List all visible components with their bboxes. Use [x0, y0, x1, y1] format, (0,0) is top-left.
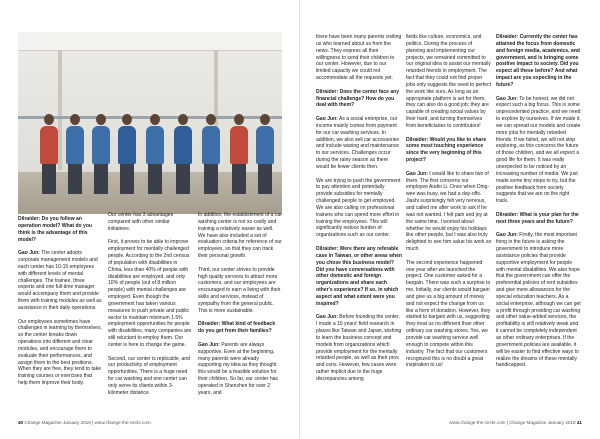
footer-text: www.change-the-circle.com | Change Magazine January 2019 [449, 420, 576, 425]
speaker-label: Dilraider: [406, 136, 429, 143]
interview-question [198, 321, 282, 335]
interview-paragraph [18, 250, 102, 312]
speaker-label: Dilraider: [316, 245, 339, 252]
interview-paragraph [406, 171, 492, 253]
paragraph-text: Before founding the center, I made a 15 years' field research in places like Taiwan and Japan, wishing to learn the business concept and models from organizations which provide employment for the mentally retarded people, as well as their pros and cons. However, few cases were rather implicit due to the huge discrepancies among [316, 314, 402, 382]
photo-image [18, 32, 282, 214]
paragraph-text: Parents are always supportive. Even at the beginning, many parents were already supporting my idea as they thought this would be a feasible solution for their children. So far, our center has operated in Shenzhen for over 2 years, and [198, 341, 278, 396]
left-column-2 [108, 212, 192, 403]
interview-question [496, 34, 582, 89]
interview-question [496, 212, 582, 226]
interview-paragraph [496, 96, 582, 206]
paragraph-text: The center adopts corporate management models and each center has 10-15 employees with different levels of mental challenges. The trainee, three experts and one full-time manager would accompany them and provide them with training modules as well as assistance in their daily operations. [18, 250, 102, 311]
photo-person [118, 114, 136, 194]
photo-person [146, 114, 164, 194]
paragraph-text: To be honest, we did not expect such a big focus. This is some unprecedented practice, and we need to explore by ourselves. If we made it, we can spread our models and create more jobs for mentally retarded friends. If we failed, we will not stop exploring, as this concerns the future of those children, and we all expect a good life for them. It was really unexpected to be noticed by an increasing number of media. We just made some tiny steps to try, but the positive feedback from society suggests that we are on the right track. [496, 95, 581, 205]
speaker-label: Gao Jun: [406, 170, 428, 177]
paragraph-text: In addition, the establishment of a car washing center is not so costly and training a relatively easier as well. We have also included a set of evaluation criteria for reference of our employees, so that they can track their personal growth. [198, 212, 282, 260]
photo-person [230, 114, 248, 194]
photo-pipe [58, 50, 62, 170]
photo-person [174, 114, 192, 194]
interview-paragraph [316, 116, 402, 171]
speaker-label: Gao Jun: [198, 341, 220, 348]
speaker-label: Dilraider: [496, 211, 519, 218]
speaker-label: Dilraider: [316, 88, 339, 95]
interview-paragraph [108, 356, 192, 397]
paragraph-text: What kind of feedback do you get from their families? [198, 321, 276, 335]
interview-paragraph [108, 239, 192, 349]
interview-paragraph [198, 212, 282, 260]
left-footer [18, 420, 151, 425]
page-number: 41 [576, 420, 582, 425]
right-column-2 [406, 34, 492, 376]
interview-paragraph [18, 319, 102, 387]
photo-person [202, 114, 220, 194]
paragraph-text: Third, our center strives to provide high quality services to attract more customers, and our employees are encouraged to earn a living with their skills and services, instead of sympathy from the general public. This is more sustainable. [198, 266, 281, 314]
paragraph-text: What is your plan for the next three years and the future? [496, 211, 579, 225]
right-footer [449, 420, 582, 425]
paragraph-text: Our employees sometimes have challenges in learning by themselves, so the center breaks down operations into different and clear modules, and encourage them to evaluate their performances, and assign them to the best positions. When they are free, they tend to take training courses or exercises that help them improve their body. [18, 318, 102, 387]
interview-paragraph [198, 342, 282, 397]
interview-question [18, 216, 102, 243]
speaker-label: Gao Jun: [496, 95, 518, 102]
photo-person [92, 114, 110, 194]
interview-paragraph [316, 314, 402, 382]
speaker-label: Dilraider: [496, 34, 519, 40]
paragraph-text: Second, our center is replicable, and our productivity of employment opportunities. There is a huge need for car washing and one center can only serve its clients within 3-kilometer distance. [108, 355, 190, 396]
speaker-label: Dilraider: [198, 321, 221, 328]
paragraph-text: Would you like to share some most touching experience since the very beginning of this project? [406, 136, 487, 164]
paragraph-text: I would like to share two of them. The first concerns our employee Audio Li. Once when Ding-wee was busy, we had a day-offs. Jiashi surprisingly felt very nervous, and called me after work to ask if he was not wanted. I felt pain and joy at the same time. I worried about whether he would enjoy his holidays like other people, but I was also truly delighted to see him value his work so much. [406, 170, 492, 253]
photo-person [40, 114, 58, 194]
right-column-3 [496, 34, 582, 376]
paragraph-text: Currently the center has attained the focus from domestic and foreign media, academics, and government, and is bringing some positive impact to society. Did you expect all these before? And what impact are you expecting in the future? [496, 34, 580, 88]
speaker-label: Gao Jun: [316, 116, 338, 123]
interview-question [406, 137, 492, 164]
right-column-1 [316, 34, 402, 390]
interview-paragraph [406, 260, 492, 370]
paragraph-text: As a social enterprise, our income mainly comes from payment for our car washing services. In addition, we also sell car accessories and include waxing and maintenance to our services. Challenges occur during the rainy season as there would be fewer clients then. [316, 116, 400, 170]
speaker-label: Gao Jun: [18, 250, 40, 257]
interview-paragraph [496, 232, 582, 369]
interview-paragraph [406, 34, 492, 130]
left-column-3 [198, 212, 282, 403]
speaker-label: Gao Jun: [316, 314, 338, 321]
page-number: 40 [18, 420, 24, 425]
interview-question [316, 246, 402, 308]
interview-paragraph [316, 34, 402, 82]
paragraph-text: Were there any referable case in Taiwan, or other areas when you chose this business model? Did you have conversations with other domestic and foreign organizations and share each other's experience? If so, in which aspect and what extent were you inspired? [316, 245, 403, 307]
photo-person [66, 114, 84, 194]
right-page [300, 0, 600, 439]
photo-ceiling [18, 32, 282, 51]
paragraph-text: Firstly, the most important thing in the future is asking the government to introduce more assistance policies that provide supportive employment for people with mental disabilities. We also hope that the government can offer the preferential policies of rent subsidies and give more allowances for the special education teachers. As a social enterprise, although we can get a profit through providing car washing and other value-added services, the profitability is still relatively weak and it cannot be completely independent as other ordinary enterprises. If the government policies are available, it will be easier to find effective ways to realize the dreams of these mentally handicapped. [496, 232, 581, 369]
paragraph-text: The second experience happened one year after we launched the project. One customer asked for a bargain. There was such a surprise to me. Initially, our clients would bargain and give us a big amount of money and not expect the change from us like a form of donation. However, they started to bargain with us, suggesting they treat us no different than other ordinary car washing stores. Yes, we provide car washing service well enough to compete within this industry. The fact that our customers recognized this is no doubt a great inspiration to us! [406, 259, 491, 369]
interview-paragraph [198, 267, 282, 315]
paragraph-text: there have been many parents visiting us who learned about us from the news. They express all their willingness to send their children to our center. However, due to our limited capacity we could not accommodate all the requests yet. [316, 34, 402, 82]
paragraph-text: Do you follow an operation model? What do you think is the advantage of this model? [18, 216, 93, 243]
footer-text: Change Magazine January 2019 | www.change-the-circle.com [24, 420, 151, 425]
paragraph-text: First, it proves to be able to improve employment for mentally challenged people. According to the 2nd census of population with disabilities in China, less than 40% of people with disabilities are employed, and only 10% of people (out of 8 million people) with mental challenges are employed. Even though the government has taken various measures to push private and public sector to maintain minimum 1.5% employment opportunities for people with disabilities, many companies are still reluctant to employ them. Our center is here to change the game. [108, 239, 192, 348]
left-column-1 [18, 216, 102, 394]
paragraph-text: Our center has 3 advantages compared with other similar initiatives: [108, 212, 174, 232]
speaker-label: Dilraider: [18, 216, 41, 222]
interview-question [316, 89, 402, 110]
photo-person [256, 114, 274, 194]
paragraph-text: Does the center face any financial challenge? How do you deal with them? [316, 88, 400, 109]
interview-paragraph [316, 178, 402, 240]
paragraph-text: fields like culture, economics, and politics. During the process of planning and implementing our projects, we remained committed to our original idea to assist our mentally retarded friends in employment. The fact that they could not find proper jobs only suggests the need to perfect the work like ours. As long as an appropriate platform is set for them, they can also do a good job; they are capable of creating social values by their hard, and turning themselves from beneficiaries to contributors! [406, 34, 492, 129]
paragraph-text: We are trying to push the government to pay attention and potentially provide subsidies for mentally challenged people to get employed. We are also calling on professional trainers who can spend more effort in training the employees. This will significantly reduce burden of organizations such as our center. [316, 177, 401, 239]
interview-paragraph [108, 212, 192, 233]
speaker-label: Gao Jun: [496, 232, 518, 239]
